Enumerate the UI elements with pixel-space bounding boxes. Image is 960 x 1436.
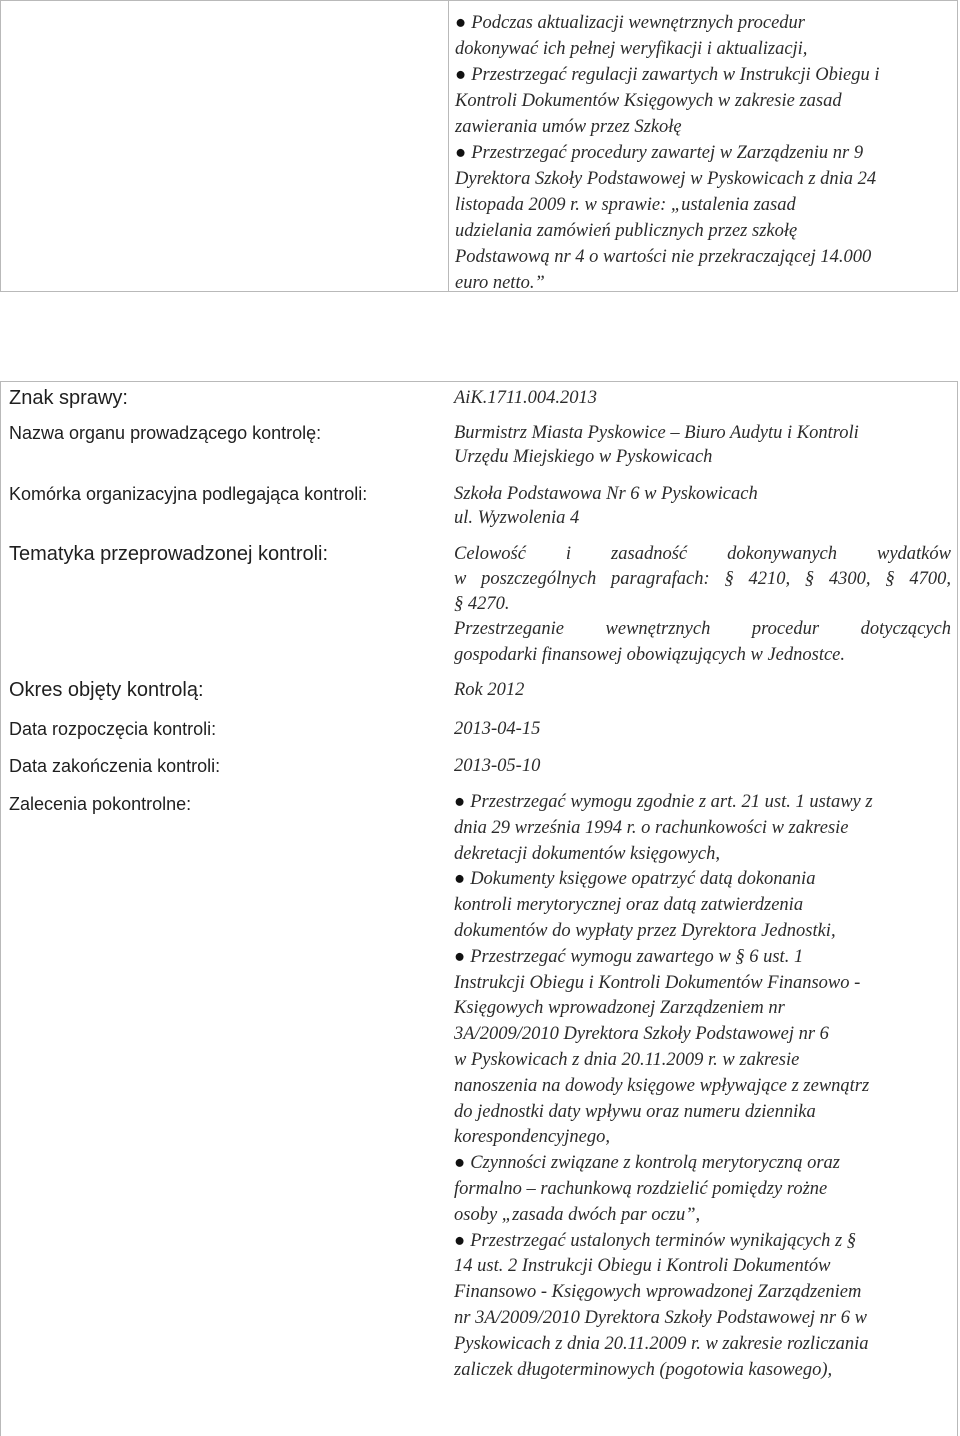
- previous-recommendation-line: [455, 270, 953, 296]
- recommendation-text: korespondencyjnego,: [454, 1127, 610, 1148]
- recommendation-text: Przestrzegać ustalonych terminów wynikających z §: [470, 1230, 857, 1251]
- previous-recommendation-line: [455, 36, 953, 62]
- recommendation-text: do jednostki daty wpływu oraz numeru dziennika: [454, 1101, 816, 1122]
- recommendation-line: [454, 1358, 952, 1384]
- previous-recommendation-line: [455, 244, 953, 270]
- previous-recommendations-box: [0, 0, 958, 292]
- recommendation-text: osoby „zasada dwóch par oczu”,: [454, 1204, 701, 1225]
- recommendation-line: [454, 996, 952, 1022]
- bullet-icon: ●: [455, 143, 467, 163]
- previous-recommendation-text: euro netto.”: [455, 273, 545, 293]
- previous-recommendation-text: Podstawową nr 4 o wartości nie przekraczającej 14.000: [455, 247, 872, 267]
- recommendation-line: [454, 1100, 952, 1126]
- previous-recommendation-text: Przestrzegać regulacji zawartych w Instrukcji Obiegu i: [471, 65, 880, 85]
- case-number-value: AiK.1711.004.2013: [454, 388, 598, 408]
- control-topic-label: Tematyka przeprowadzonej kontroli:: [9, 543, 329, 565]
- bullet-icon: ●: [455, 13, 467, 33]
- bullet-icon: ●: [454, 1230, 466, 1251]
- recommendation-line: [454, 893, 952, 919]
- recommendation-text: Księgowych wprowadzonej Zarządzeniem nr: [454, 998, 785, 1019]
- previous-recommendation-text: listopada 2009 r. w sprawie: „ustalenia zasad: [455, 195, 796, 215]
- audited-unit-value-line1: Szkoła Podstawowa Nr 6 w Pyskowicach: [454, 484, 758, 504]
- control-topic-line2: w poszczególnych paragrafach: § 4210, § 4300, § 4700,: [454, 569, 951, 589]
- recommendation-text: Instrukcji Obiegu i Kontroli Dokumentów Finansowo -: [454, 972, 861, 993]
- bullet-icon: ●: [454, 869, 466, 890]
- recommendation-line: [454, 790, 952, 816]
- previous-recommendation-line: [455, 218, 953, 244]
- recommendation-text: Czynności związane z kontrolą merytoryczną oraz: [470, 1153, 840, 1174]
- end-date-value: 2013-05-10: [454, 756, 541, 776]
- recommendation-text: formalno – rachunkową rozdzielić pomiędzy rożne: [454, 1178, 828, 1199]
- start-date-value: 2013-04-15: [454, 719, 541, 739]
- authority-label: Nazwa organu prowadzącego kontrolę:: [9, 423, 322, 443]
- recommendation-text: Dokumenty księgowe opatrzyć datą dokonania: [470, 869, 816, 890]
- recommendation-line: [454, 1254, 952, 1280]
- recommendation-line: [454, 1151, 952, 1177]
- previous-recommendation-text: Podczas aktualizacji wewnętrznych procedur: [471, 13, 805, 33]
- recommendation-line: [454, 1280, 952, 1306]
- recommendation-text: 14 ust. 2 Instrukcji Obiegu i Kontroli Dokumentów: [454, 1256, 831, 1277]
- recommendation-text: nanoszenia na dowody księgowe wpływające z zewnątrz: [454, 1075, 870, 1096]
- recommendation-line: [454, 1125, 952, 1151]
- audited-unit-label: Komórka organizacyjna podlegająca kontroli:: [9, 484, 368, 504]
- recommendations-label: Zalecenia pokontrolne:: [9, 794, 192, 814]
- column-divider: [448, 1, 449, 291]
- recommendation-line: [454, 1203, 952, 1229]
- recommendation-text: Przestrzegać wymogu zgodnie z art. 21 ust. 1 ustawy z: [470, 792, 873, 812]
- recommendation-line: [454, 1074, 952, 1100]
- start-date-label: Data rozpoczęcia kontroli:: [9, 719, 217, 739]
- bullet-icon: ●: [454, 792, 466, 812]
- case-number-label: Znak sprawy:: [9, 387, 128, 409]
- period-value: Rok 2012: [454, 680, 525, 700]
- recommendation-line: [454, 842, 952, 868]
- recommendation-line: [454, 1048, 952, 1074]
- recommendation-line: [454, 1229, 952, 1255]
- period-label: Okres objęty kontrolą:: [9, 679, 204, 701]
- previous-recommendation-line: [455, 140, 953, 166]
- previous-recommendation-text: dokonywać ich pełnej weryfikacji i aktualizacji,: [455, 39, 808, 59]
- recommendation-text: zaliczek długoterminowych (pogotowia kasowego),: [454, 1359, 833, 1380]
- recommendation-line: [454, 1022, 952, 1048]
- previous-recommendation-line: [455, 62, 953, 88]
- previous-recommendation-line: [455, 10, 953, 36]
- previous-recommendation-line: [455, 166, 953, 192]
- audited-unit-value-line2: ul. Wyzwolenia 4: [454, 508, 580, 528]
- recommendation-text: w Pyskowicach z dnia 20.11.2009 r. w zakresie: [454, 1049, 800, 1070]
- bullet-icon: ●: [454, 1153, 466, 1174]
- previous-recommendation-text: Kontroli Dokumentów Księgowych w zakresie zasad: [455, 91, 842, 111]
- authority-value-line1: Burmistrz Miasta Pyskowice – Biuro Audytu i Kontroli: [454, 423, 859, 443]
- recommendation-text: Finansowo - Księgowych wprowadzonej Zarządzeniem: [454, 1282, 862, 1303]
- recommendation-line: [454, 919, 952, 945]
- recommendation-text: kontroli merytorycznej oraz datą zatwierdzenia: [454, 895, 804, 916]
- previous-recommendation-text: udzielania zamówień publicznych przez szkołę: [455, 221, 798, 241]
- control-topic-line1: Celowość i zasadność dokonywanych wydatków: [454, 544, 951, 564]
- previous-recommendation-line: [455, 192, 953, 218]
- recommendations-list: [454, 790, 952, 1383]
- authority-value-line2: Urzędu Miejskiego w Pyskowicach: [454, 447, 713, 467]
- previous-recommendations-list: [455, 10, 953, 296]
- end-date-label: Data zakończenia kontroli:: [9, 756, 221, 776]
- control-topic-line5: gospodarki finansowej obowiązujących w Jednostce.: [454, 645, 846, 665]
- recommendation-line: [454, 1332, 952, 1358]
- recommendation-text: dekretacji dokumentów księgowych,: [454, 843, 720, 864]
- recommendation-text: dnia 29 września 1994 r. o rachunkowości w zakresie: [454, 817, 849, 838]
- recommendation-line: [454, 816, 952, 842]
- recommendation-text: dokumentów do wypłaty przez Dyrektora Jednostki,: [454, 920, 836, 941]
- recommendation-line: [454, 1177, 952, 1203]
- recommendation-line: [454, 1306, 952, 1332]
- recommendation-line: [454, 945, 952, 971]
- recommendation-text: Przestrzegać wymogu zawartego w § 6 ust. 1: [470, 946, 804, 967]
- previous-recommendation-text: zawierania umów przez Szkołę: [455, 117, 682, 137]
- recommendation-text: 3A/2009/2010 Dyrektora Szkoły Podstawowej nr 6: [454, 1024, 829, 1045]
- previous-recommendation-text: Przestrzegać procedury zawartej w Zarządzeniu nr 9: [471, 143, 864, 163]
- previous-recommendation-line: [455, 88, 953, 114]
- control-topic-line4: Przestrzeganie wewnętrznych procedur dotyczących: [454, 619, 951, 639]
- previous-recommendation-text: Dyrektora Szkoły Podstawowej w Pyskowicach z dnia 24: [455, 169, 877, 189]
- recommendation-line: [454, 971, 952, 997]
- bullet-icon: ●: [454, 946, 466, 967]
- control-topic-line3: § 4270.: [454, 594, 510, 614]
- previous-recommendation-line: [455, 114, 953, 140]
- bullet-icon: ●: [455, 65, 467, 85]
- recommendation-text: Pyskowicach z dnia 20.11.2009 r. w zakresie rozliczania: [454, 1333, 869, 1354]
- recommendation-text: nr 3A/2009/2010 Dyrektora Szkoły Podstawowej nr 6 w: [454, 1307, 867, 1328]
- recommendation-line: [454, 867, 952, 893]
